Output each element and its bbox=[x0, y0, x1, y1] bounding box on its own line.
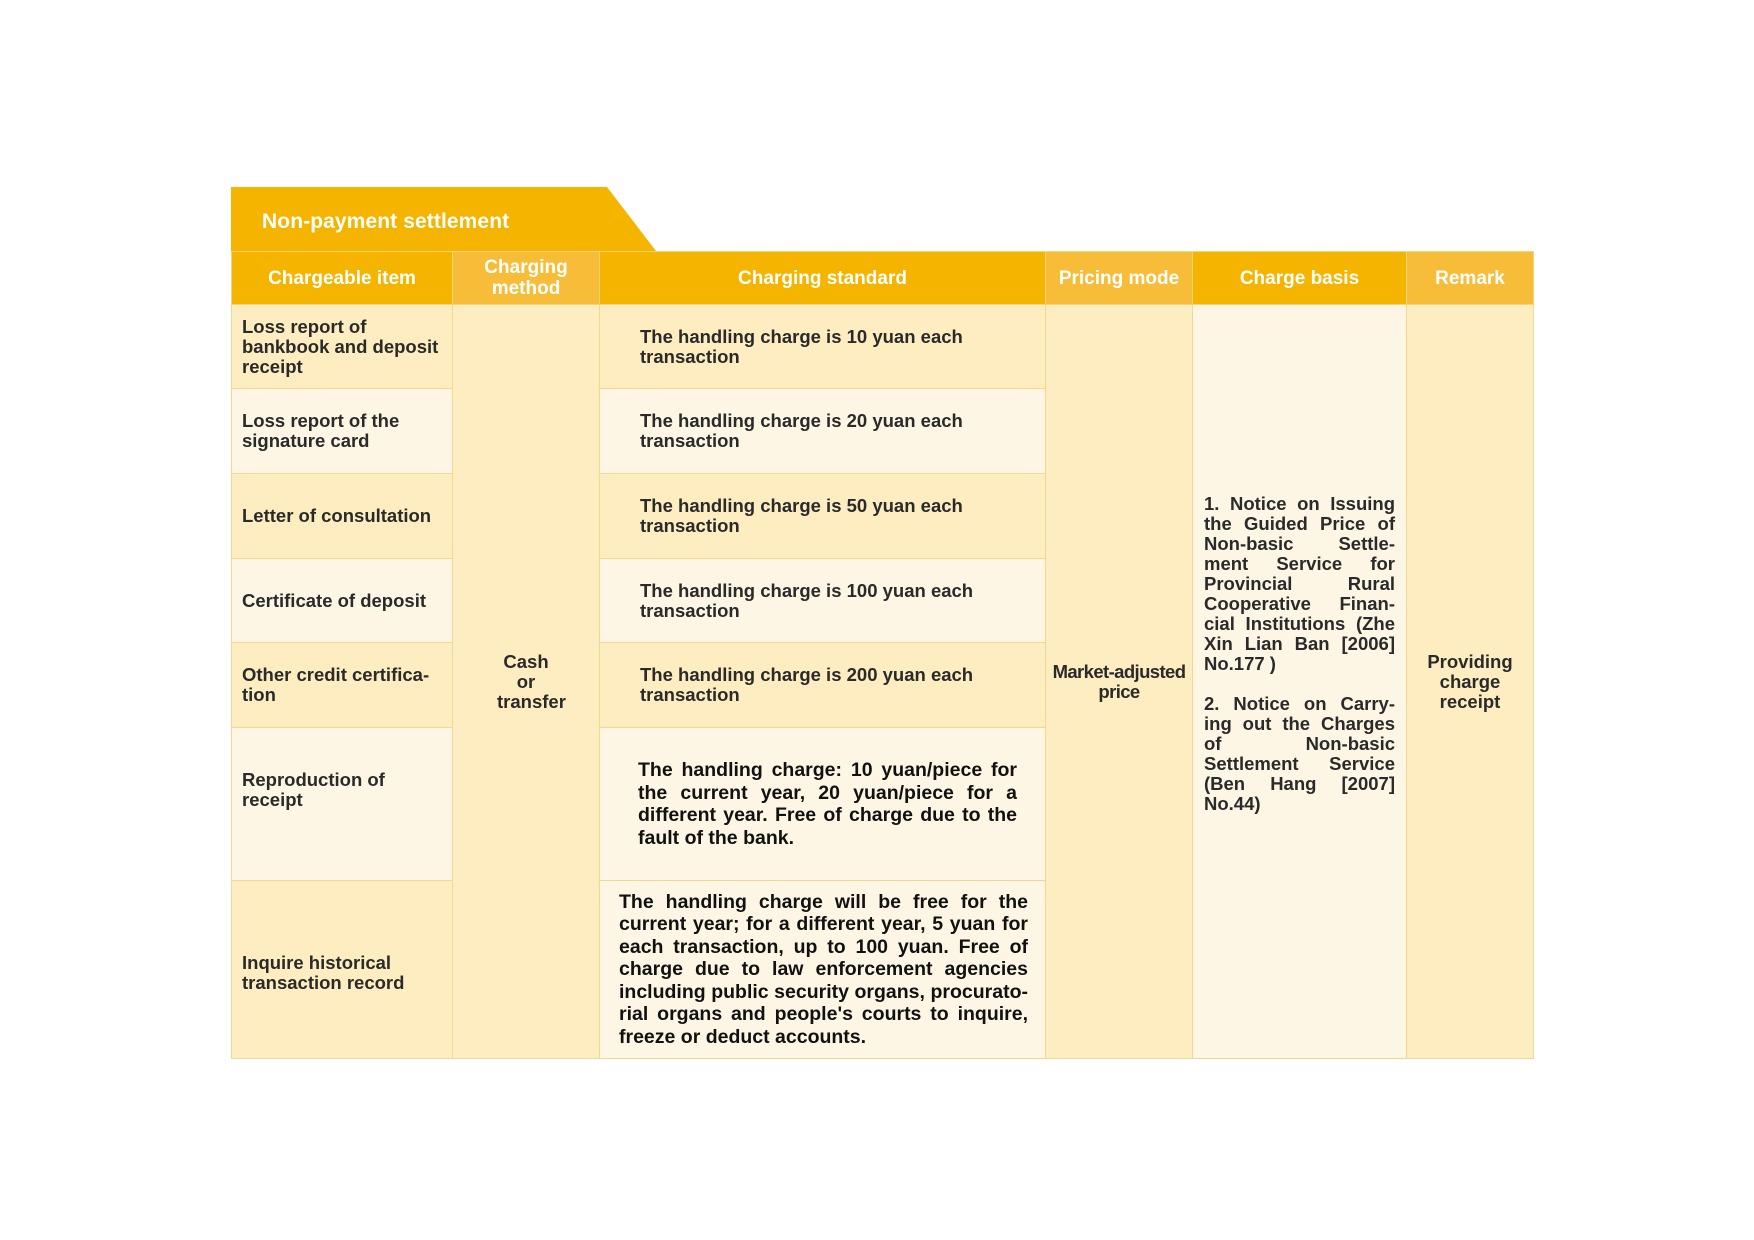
basis-notice-1: 1. Notice on Issuing the Guided Price of Non-basic Settle-ment Service for Provincial Rural Cooperative Finan-cial Institutions (Zhe Xin Lian Ban [2006] No.177 ) bbox=[1204, 492, 1395, 674]
fee-schedule bbox=[231, 187, 1533, 1059]
col-header-method: Charging method bbox=[453, 252, 600, 305]
standard-cell: The handling charge is 50 yuan each transaction bbox=[600, 474, 1046, 559]
standard-cell: The handling charge: 10 yuan/piece for the current year, 20 yuan/piece for a different year. Free of charge due to the fault of the bank. bbox=[600, 728, 1046, 881]
col-header-basis: Charge basis bbox=[1193, 252, 1407, 305]
remark-cell: Providing charge receipt bbox=[1407, 305, 1534, 1059]
fee-table bbox=[231, 251, 1534, 1059]
standard-cell: The handling charge is 10 yuan each transaction bbox=[600, 305, 1046, 389]
item-cell: Inquire historical transaction record bbox=[232, 881, 453, 1059]
basis-notice-2: 2. Notice on Carry-ing out the Charges of Non-basic Settlement Service (Ben Hang [2007] No.44) bbox=[1204, 692, 1395, 814]
section-tab bbox=[231, 187, 656, 251]
section-title: Non-payment settlement bbox=[262, 210, 510, 233]
item-cell: Loss report of bankbook and deposit receipt bbox=[232, 305, 453, 389]
standard-cell: The handling charge is 100 yuan each transaction bbox=[600, 559, 1046, 643]
standard-cell: The handling charge is 200 yuan each transaction bbox=[600, 643, 1046, 728]
item-cell: Other credit certifica-tion bbox=[232, 643, 453, 728]
standard-cell: The handling charge is 20 yuan each transaction bbox=[600, 389, 1046, 474]
basis-cell bbox=[1193, 305, 1407, 1059]
item-cell: Loss report of the signature card bbox=[232, 389, 453, 474]
item-cell: Certificate of deposit bbox=[232, 559, 453, 643]
col-header-pricing: Pricing mode bbox=[1046, 252, 1193, 305]
pricing-cell: Market-adjusted price bbox=[1046, 305, 1193, 1059]
item-cell: Reproduction of receipt bbox=[232, 728, 453, 881]
header-row bbox=[232, 252, 1534, 305]
col-header-item: Chargeable item bbox=[232, 252, 453, 305]
method-cell: Cash or transfer bbox=[453, 305, 600, 1059]
standard-cell: The handling charge will be free for the current year; for a different year, 5 yuan for each transaction, up to 100 yuan. Free of charge due to law enforcement agencies including public security organs, procurato-rial organs and people's courts to inquire, freeze or deduct accounts. bbox=[600, 881, 1046, 1059]
item-cell: Letter of consultation bbox=[232, 474, 453, 559]
col-header-standard: Charging standard bbox=[600, 252, 1046, 305]
table-row bbox=[232, 305, 1534, 389]
col-header-remark: Remark bbox=[1407, 252, 1534, 305]
